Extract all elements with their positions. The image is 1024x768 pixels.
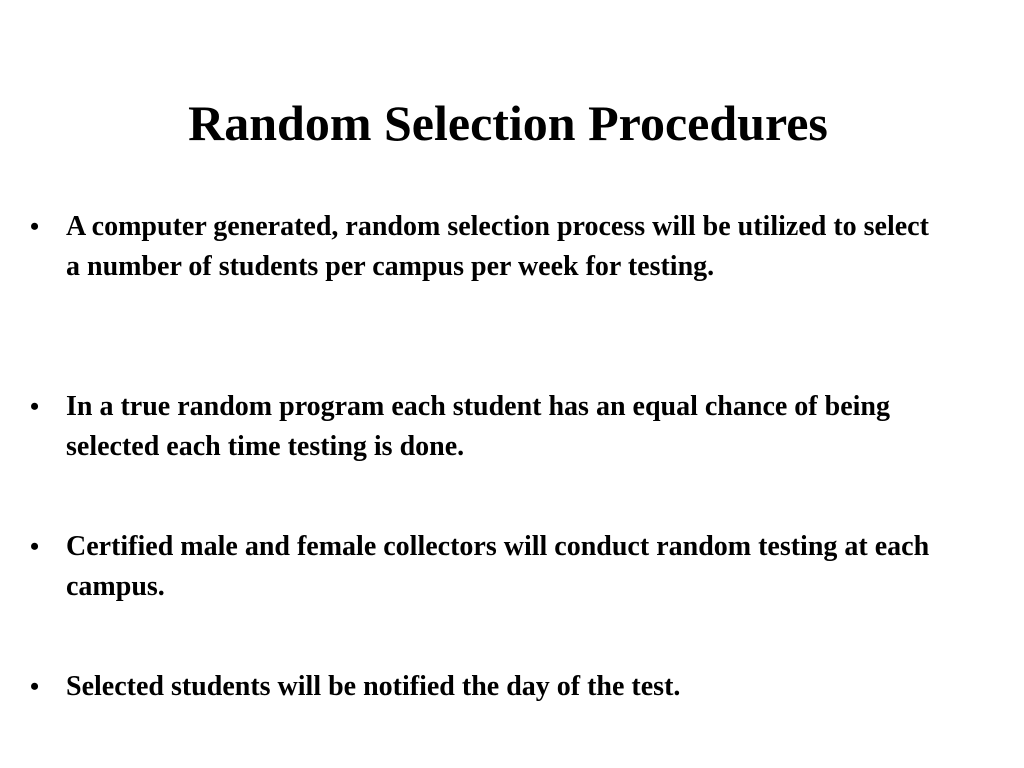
- bullet-text: A computer generated, random selection process will be utilized to select a number of students per campus per week for testing.: [66, 211, 929, 282]
- bullet-icon: •: [30, 392, 40, 421]
- bullet-item: [30, 667, 990, 707]
- bullet-text: In a true random program each student has an equal chance of being selected each time testing is done.: [66, 391, 890, 462]
- bullet-item: [30, 387, 990, 467]
- bullet-text: Selected students will be notified the day of the test.: [66, 671, 681, 702]
- bullet-text: Certified male and female collectors will conduct random testing at each campus.: [66, 531, 930, 602]
- bullet-icon: •: [30, 672, 40, 701]
- bullet-item: [30, 527, 990, 607]
- slide-title: Random Selection Procedures: [188, 95, 828, 151]
- bullet-icon: •: [30, 212, 40, 241]
- bullet-item: [30, 207, 990, 287]
- bullet-icon: •: [30, 532, 40, 561]
